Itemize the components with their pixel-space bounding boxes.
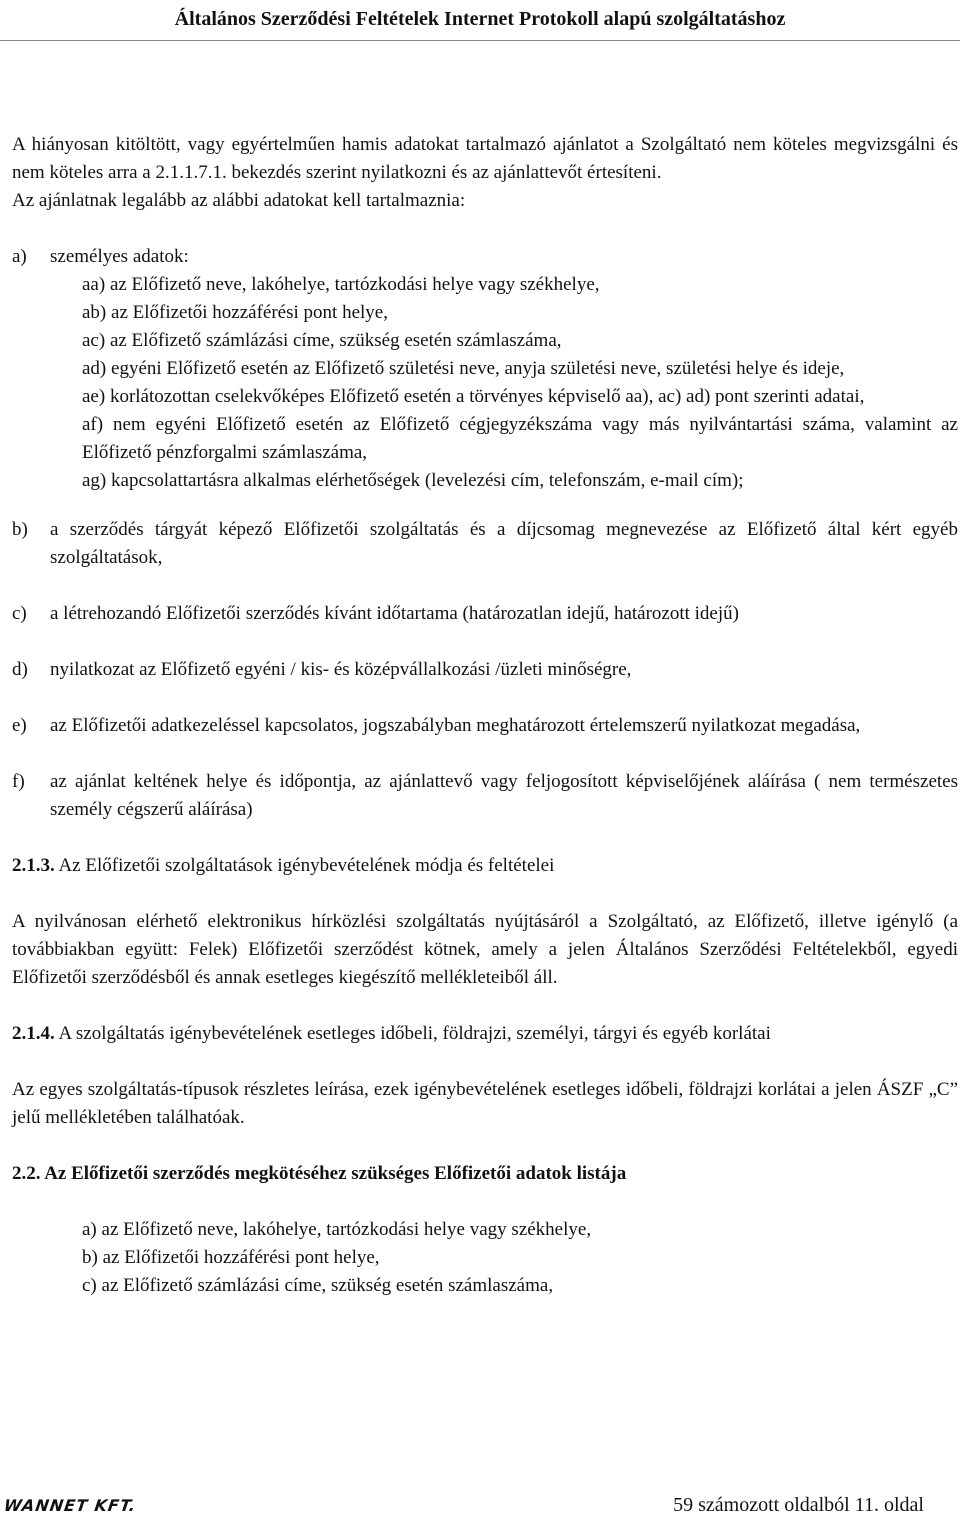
sub-item-ac: ac) az Előfizető számlázási címe, szükség esetén számlaszáma,: [82, 330, 562, 351]
requirement-paragraph: Az ajánlatnak legalább az alábbi adatokat kell tartalmaznia:: [12, 190, 466, 211]
section-2-1-3-title: Az Előfizetői szolgáltatások igénybevételének módja és feltételei: [58, 855, 555, 876]
data-list-item-a: a) az Előfizető neve, lakóhelye, tartózkodási helye vagy székhelye,: [82, 1219, 592, 1240]
list-item-b-label: b): [12, 519, 28, 540]
intro-paragraph: A hiányosan kitöltött, vagy egyértelműen hamis adatokat tartalmazó ajánlatot a Szolgáltató nem köteles megvizsgálni és nem köteles arra a 2.1.1.7.1. bekezdés szerint nyilatkozni és az ajánlattevőt értesíteni.: [12, 134, 958, 183]
page-header-title: Általános Szerződési Feltételek Internet Protokoll alapú szolgáltatáshoz: [174, 8, 786, 30]
section-2-2-heading: 2.2. Az Előfizetői szerződés megkötéséhez szükséges Előfizetői adatok listája: [12, 1163, 627, 1184]
sub-item-ad: ad) egyéni Előfizető esetén az Előfizető születési neve, anyja születési neve, születési helye és ideje,: [82, 358, 845, 379]
sub-item-af: af) nem egyéni Előfizető esetén az Előfizető cégjegyzékszáma vagy más nyilvántartási száma, valamint az Előfizető pénzforgalmi számlaszáma,: [82, 414, 958, 463]
list-item-a-label: a): [12, 246, 27, 267]
list-item-d-label: d): [12, 659, 28, 680]
data-list-item-b: b) az Előfizetői hozzáférési pont helye,: [82, 1247, 380, 1268]
list-item-f-label: f): [12, 771, 25, 792]
section-2-1-4-title: A szolgáltatás igénybevételének esetleges időbeli, földrajzi, személyi, tárgyi és egyéb korlátai: [58, 1023, 771, 1044]
list-item-b-text: a szerződés tárgyát képező Előfizetői szolgáltatás és a díjcsomag megnevezése az Előfizető által kért egyéb szolgáltatások,: [50, 519, 958, 568]
header-divider: [0, 40, 960, 41]
list-item-e-text: az Előfizetői adatkezeléssel kapcsolatos, jogszabályban meghatározott értelemszerű nyilatkozat megadása,: [50, 715, 861, 736]
document-body: [12, 131, 958, 1300]
list-item-c: [12, 600, 958, 628]
list-item-b: [12, 516, 958, 572]
list-item-e: [12, 712, 958, 740]
sub-item-ag: ag) kapcsolattartásra alkalmas elérhetőségek (levelezési cím, telefonszám, e-mail cím);: [82, 470, 744, 491]
sub-item-aa: aa) az Előfizető neve, lakóhelye, tartózkodási helye vagy székhelye,: [82, 274, 600, 295]
list-item-d: [12, 656, 958, 684]
sub-item-ab: ab) az Előfizetői hozzáférési pont helye,: [82, 302, 388, 323]
list-item-f: [12, 768, 958, 824]
section-2-1-3-heading: [12, 852, 958, 880]
section-2-1-4-number: 2.1.4.: [12, 1023, 55, 1044]
list-item-f-text: az ajánlat keltének helye és időpontja, az ajánlattevő vagy feljogosított képviselőjének aláírása ( nem természetes személy cégszerű aláírása): [50, 771, 958, 820]
page-number: 59 számozott oldalból 11. oldal: [673, 1494, 924, 1516]
section-2-1-4-text: Az egyes szolgáltatás-típusok részletes leírása, ezek igénybevételének esetleges időbeli, földrajzi korlátai a jelen ÁSZF „C” jelű mellékletében találhatóak.: [12, 1079, 958, 1128]
list-item-a: [12, 243, 958, 271]
section-2-1-3-number: 2.1.3.: [12, 855, 55, 876]
sub-item-ae: ae) korlátozottan cselekvőképes Előfizető esetén a törvényes képviselő aa), ac) ad) pont szerinti adatai,: [82, 386, 865, 407]
list-item-a-text: személyes adatok:: [50, 246, 189, 267]
data-list-item-c: c) az Előfizető számlázási címe, szükség esetén számlaszáma,: [82, 1275, 554, 1296]
list-item-c-label: c): [12, 603, 27, 624]
company-logo: WANNET KFT.: [2, 1496, 138, 1515]
list-item-c-text: a létrehozandó Előfizetői szerződés kívánt időtartama (határozatlan idejű, határozott idejű): [50, 603, 739, 624]
section-2-1-4-heading: [12, 1020, 958, 1048]
list-item-d-text: nyilatkozat az Előfizető egyéni / kis- és középvállalkozási /üzleti minőségre,: [50, 659, 632, 680]
list-item-e-label: e): [12, 715, 27, 736]
section-2-1-3-text: A nyilvánosan elérhető elektronikus hírközlési szolgáltatás nyújtásáról a Szolgáltató, az Előfizető, illetve igénylő (a továbbiakban együtt: Felek) Előfizetői szerződést kötnek, amely a jelen Általános Szerződési Feltételekből, egyedi Előfizetői szerződésből és annak esetleges kiegészítő mellékleteiből áll.: [12, 911, 958, 988]
